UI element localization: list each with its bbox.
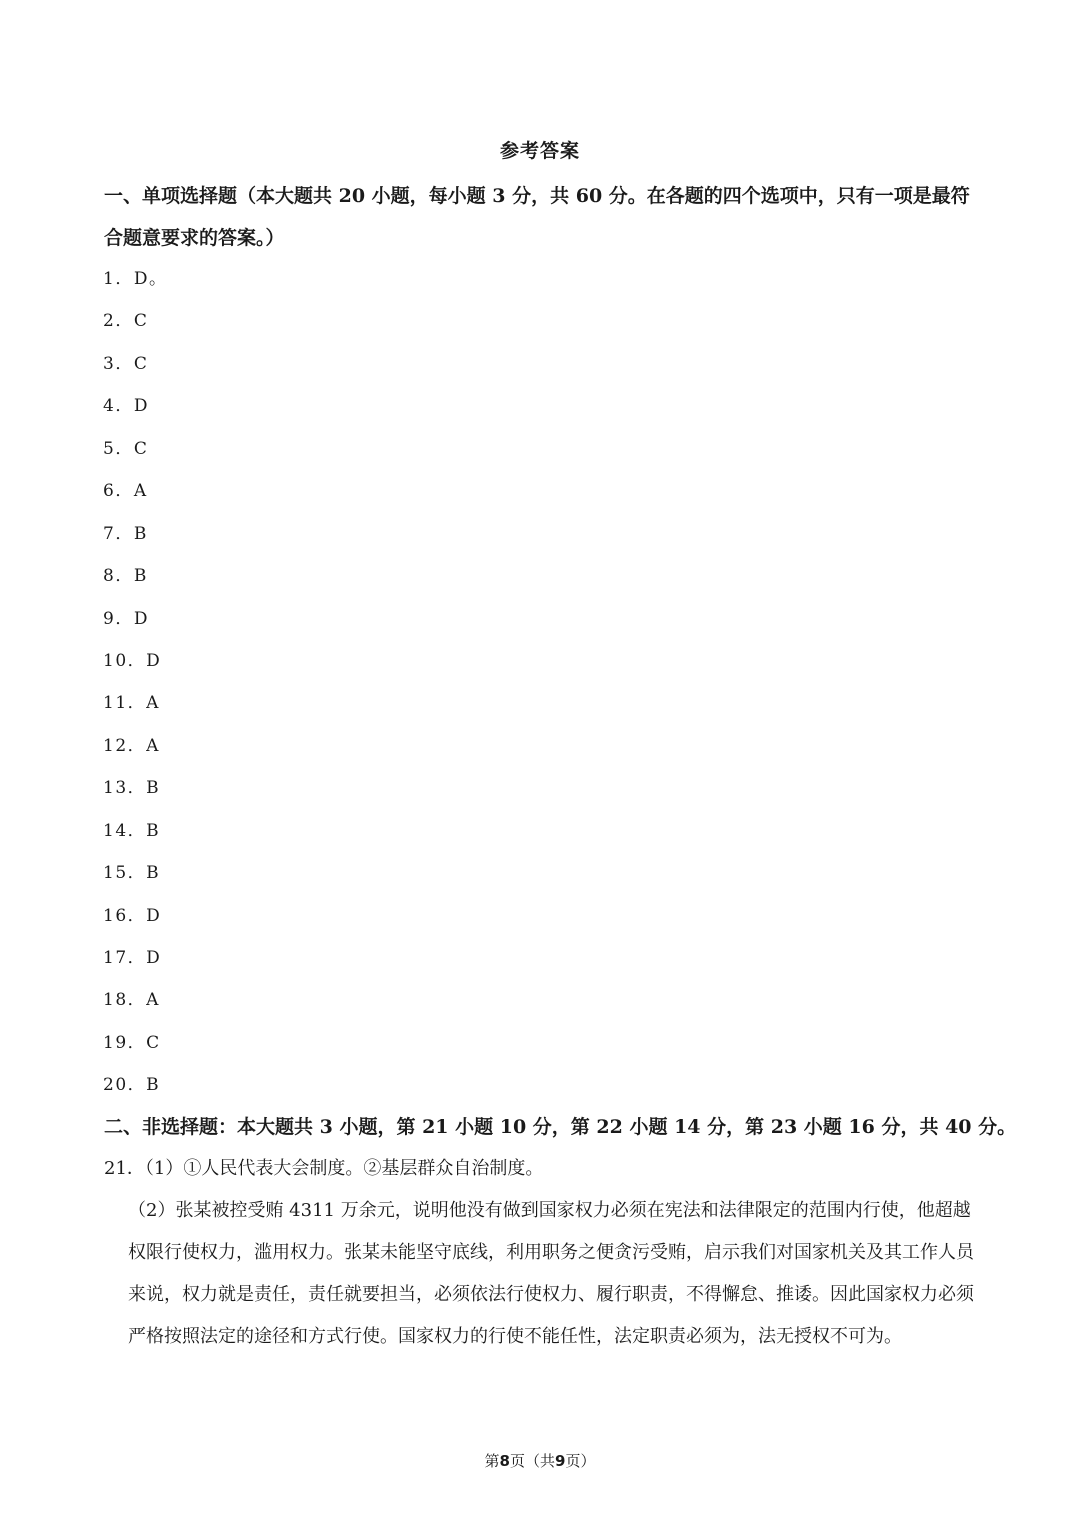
section-2-heading: 二、非选择题：本大题共 3 小题，第 21 小题 10 分，第 22 小题 14 分，第 23 小题 16 分，共 40 分。 [104, 1116, 1017, 1138]
list-item: 19．C [103, 1032, 161, 1053]
list-item: 15．B [103, 863, 161, 884]
list-item: 11．A [103, 693, 160, 714]
footer-suffix: 页） [565, 1452, 596, 1470]
list-item: 9．D [103, 608, 149, 629]
list-item: 7．B [103, 523, 148, 544]
list-item: 2．C [103, 311, 149, 332]
page-title: 参考答案 [499, 140, 580, 162]
list-item: 6．A [103, 481, 148, 502]
question-21-part-1: 21．（1）①人民代表大会制度。②基层群众自治制度。 [104, 1158, 544, 1179]
total-page-number: 9 [555, 1452, 566, 1470]
page-footer [0, 1450, 1080, 1471]
footer-middle: 页（共 [509, 1452, 555, 1470]
footer-prefix: 第 [484, 1452, 500, 1470]
list-item: 14．B [103, 820, 161, 841]
list-item: 5．C [103, 438, 149, 459]
list-item: 20．B [103, 1075, 161, 1096]
current-page-number: 8 [499, 1452, 510, 1470]
list-item: 13．B [103, 778, 161, 799]
list-item: 1．D。 [103, 269, 168, 289]
list-item: 8．B [103, 566, 148, 587]
list-item: 10．D [103, 650, 162, 671]
list-item: 4．D [103, 396, 149, 417]
list-item: 16．D [103, 905, 162, 926]
section-1-heading: 一、单项选择题（本大题共 20 小题，每小题 3 分，共 60 分。在各题的四个选项中，只有一项是最符合题意要求的答案。） [104, 185, 970, 249]
list-item: 18．A [103, 990, 160, 1011]
question-21-part-2: （2）张某被控受贿 4311 万余元，说明他没有做到国家权力必须在宪法和法律限定的范围内行使，他超越权限行使权力，滥用权力。张某未能坚守底线，利用职务之便贪污受贿，启示我们对国家机关及其工作人员来说，权力就是责任，责任就要担当，必须依法行使权力、履行职责，不得懈怠、推诿。因此国家权力必须严格按照法定的途径和方式行使。国家权力的行使不能任性，法定职责必须为，法无授权不可为。 [128, 1200, 974, 1347]
list-item: 3．C [103, 353, 149, 374]
list-item: 12．A [103, 735, 160, 756]
list-item: 17．D [103, 948, 162, 968]
answer-list [103, 258, 167, 1107]
